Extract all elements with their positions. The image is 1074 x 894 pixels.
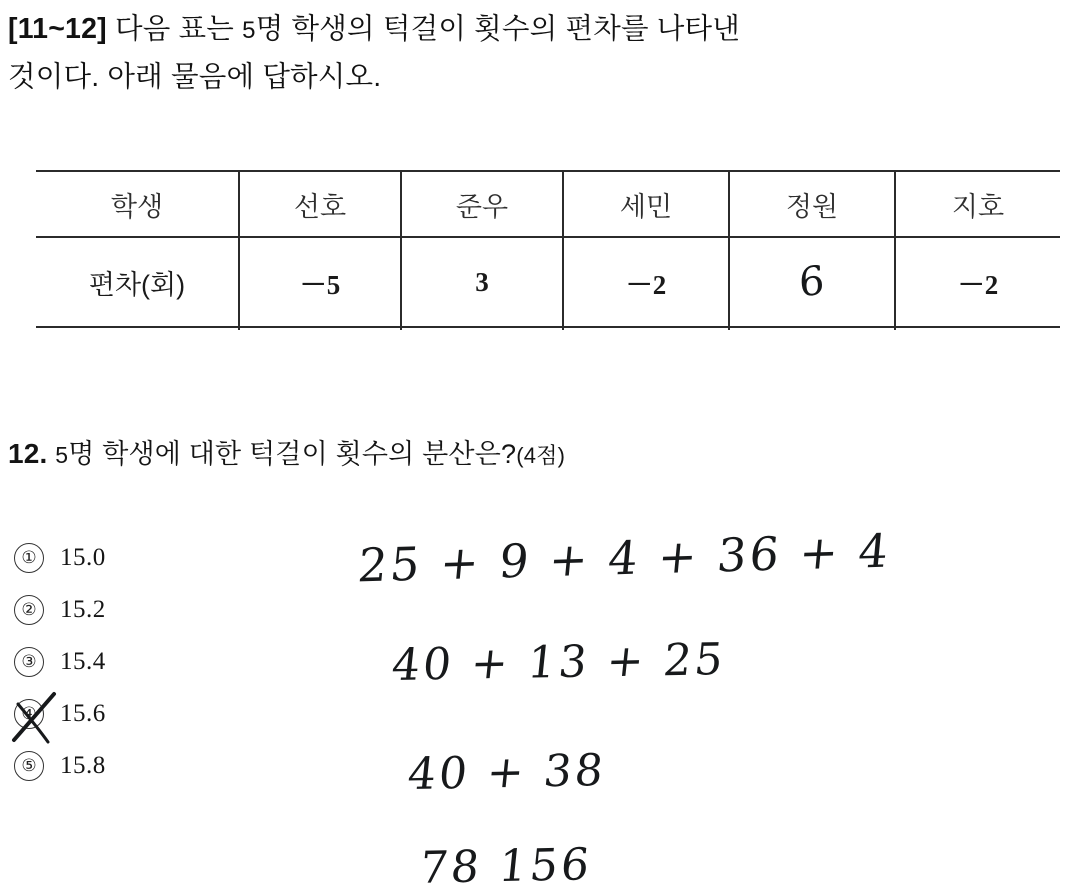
table-cell-value-1: －5 — [239, 237, 401, 327]
handwriting-line-1: 25 + 9 + 4 + 36 + 4 — [355, 523, 894, 593]
prompt-line-2: 것이다. 아래 물음에 답하시오. — [8, 61, 382, 93]
table-cell-value-2: 3 — [401, 237, 563, 327]
table-cell-value-3: －2 — [563, 237, 729, 327]
choice-item-4[interactable] — [14, 688, 274, 740]
table-cell-value-4 — [729, 237, 895, 327]
choice-marker-2: ② — [14, 595, 44, 625]
prompt-block — [8, 6, 1058, 100]
table-header-cell-3: 세민 — [563, 171, 729, 237]
question-range: [11~12] — [8, 13, 107, 45]
choice-marker-1: ① — [14, 543, 44, 573]
table-bottom-rule-5 — [729, 327, 895, 330]
handwriting-line-2: 40 + 13 + 25 — [389, 634, 729, 691]
choice-item-3[interactable] — [14, 636, 274, 688]
choice-item-1[interactable] — [14, 532, 274, 584]
choice-label-1: 15.0 — [60, 544, 106, 571]
prompt-student-count: 5 — [242, 17, 256, 44]
prompt-line-1-part-a: 다음 표는 — [106, 13, 243, 45]
prompt-line-1 — [8, 6, 1058, 54]
table-bottom-rule-1 — [36, 327, 239, 330]
deviation-table-wrapper — [36, 170, 1038, 330]
table-bottom-rule-row — [36, 327, 1060, 330]
choice-marker-3: ③ — [14, 647, 44, 677]
choice-marker-4: ④ — [14, 699, 44, 729]
choice-list — [14, 532, 274, 792]
question-points: (4점) — [516, 443, 566, 468]
choice-label-5: 15.8 — [60, 752, 106, 779]
table-body-row — [36, 237, 1060, 327]
table-header-row — [36, 171, 1060, 237]
choice-label-4: 15.6 — [60, 700, 106, 727]
question-number: 12. — [8, 438, 48, 469]
choice-label-3: 15.4 — [60, 648, 106, 675]
handwriting-line-4: 78 156 — [417, 839, 595, 894]
table-header-cell-5: 지호 — [895, 171, 1060, 237]
handwriting-line-3: 40 + 38 — [405, 744, 609, 801]
question-12 — [8, 432, 565, 471]
question-text: 명 학생에 대한 턱걸이 횟수의 분산은? — [68, 439, 517, 469]
table-bottom-rule-6 — [895, 327, 1060, 330]
deviation-table — [36, 170, 1060, 330]
table-cell-value-5: －2 — [895, 237, 1060, 327]
prompt-line-1-part-b: 명 학생의 턱걸이 횟수의 편차를 나타낸 — [255, 13, 740, 45]
choice-marker-5: ⑤ — [14, 751, 44, 781]
handwritten-table-value: 6 — [798, 257, 826, 307]
table-header-cell-4: 정원 — [729, 171, 895, 237]
table-bottom-rule-4 — [563, 327, 729, 330]
table-bottom-rule-3 — [401, 327, 563, 330]
table-header-cell-1: 선호 — [239, 171, 401, 237]
choice-item-2[interactable] — [14, 584, 274, 636]
table-row-label: 편차(회) — [36, 237, 239, 327]
choice-label-2: 15.2 — [60, 596, 106, 623]
table-bottom-rule-2 — [239, 327, 401, 330]
question-student-count: 5 — [55, 442, 69, 468]
choice-item-5[interactable] — [14, 740, 274, 792]
table-header-cell-2: 준우 — [401, 171, 563, 237]
table-header-cell-student: 학생 — [36, 171, 239, 237]
